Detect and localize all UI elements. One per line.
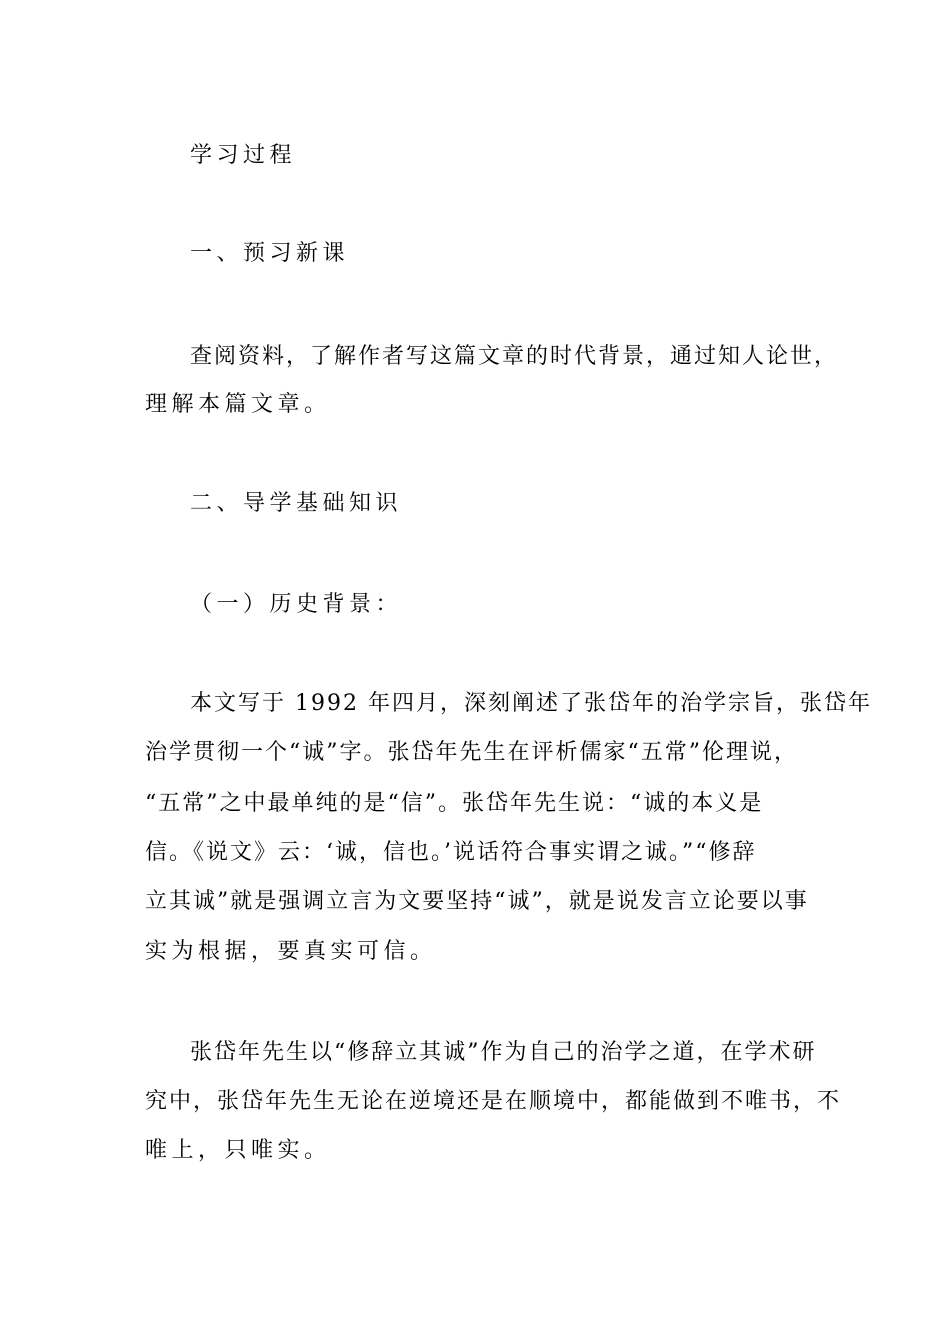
subheading-historical-background: （一）历史背景： (190, 592, 403, 617)
paragraph-line: 究中，张岱年先生无论在逆境还是在顺境中，都能做到不唯书，不 (145, 1089, 842, 1114)
paragraph-line: 立其诚”就是强调立言为文要坚持“诚”，就是说发言立论要以事 (145, 889, 809, 914)
paragraph-line: 唯上，只唯实。 (145, 1138, 331, 1163)
heading-learning-process: 学习过程 (190, 143, 297, 168)
heading-preview-new-lesson: 一、预习新课 (190, 241, 350, 266)
paragraph-line: 查阅资料，了解作者写这篇文章的时代背景，通过知人论世， (190, 344, 839, 369)
heading-basic-knowledge: 二、导学基础知识 (190, 491, 403, 516)
paragraph-line: “五常”之中最单纯的是“信”。张岱年先生说：“诚的本义是 (145, 791, 764, 816)
paragraph-line: 本文写于 1992 年四月，深刻阐述了张岱年的治学宗旨，张岱年 (190, 691, 872, 716)
paragraph-line: 信。《说文》云：‘诚，信也。’说话符合事实谓之诚。”“修辞 (145, 840, 757, 865)
paragraph-line: 张岱年先生以“修辞立其诚”作为自己的治学之道，在学术研 (190, 1040, 817, 1065)
paragraph-line: 理解本篇文章。 (145, 392, 331, 417)
paragraph-line: 治学贯彻一个“诚”字。张岱年先生在评析儒家“五常”伦理说， (145, 740, 798, 765)
paragraph-line: 实为根据，要真实可信。 (145, 939, 437, 964)
